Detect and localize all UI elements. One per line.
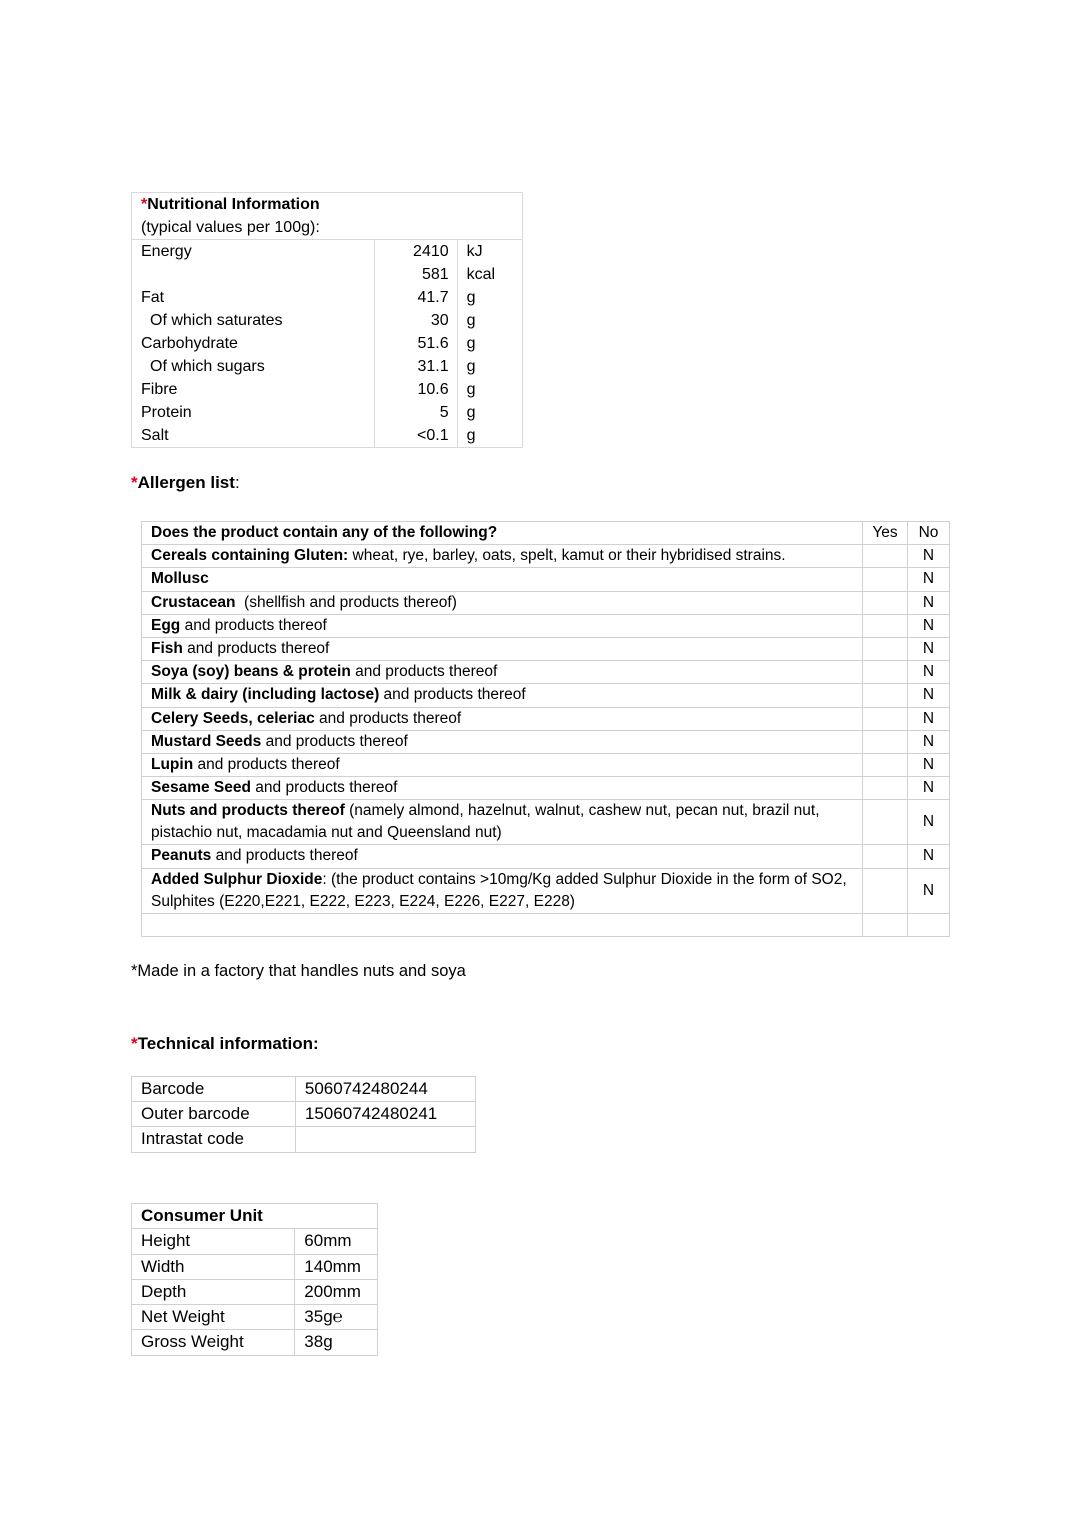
allergen-yes-cell bbox=[863, 777, 908, 800]
consumer-unit-title: Consumer Unit bbox=[132, 1204, 378, 1229]
allergen-item bbox=[142, 591, 863, 614]
technical-label: Barcode bbox=[132, 1077, 296, 1102]
nutrient-label: Energy bbox=[132, 240, 375, 264]
unit-label: Gross Weight bbox=[132, 1330, 295, 1355]
technical-label: Outer barcode bbox=[132, 1102, 296, 1127]
allergen-item bbox=[142, 545, 863, 568]
consumer-unit-row bbox=[132, 1229, 378, 1254]
allergen-row bbox=[142, 777, 950, 800]
nutrient-unit: g bbox=[457, 309, 522, 332]
nutrient-value: 10.6 bbox=[375, 378, 457, 401]
allergen-heading bbox=[131, 473, 240, 493]
technical-heading-star: * bbox=[131, 1034, 138, 1053]
allergen-name: Mollusc bbox=[151, 570, 209, 588]
unit-value: 200mm bbox=[295, 1279, 378, 1304]
allergen-table bbox=[141, 521, 950, 937]
allergen-name: Mustard Seeds bbox=[151, 732, 262, 750]
nutrition-row bbox=[132, 401, 523, 424]
allergen-empty-row bbox=[142, 913, 950, 936]
nutrient-unit: g bbox=[457, 378, 522, 401]
nutrient-label: Salt bbox=[132, 424, 375, 448]
nutrition-subtitle: (typical values per 100g): bbox=[132, 217, 523, 240]
allergen-row bbox=[142, 707, 950, 730]
allergen-yes-cell bbox=[863, 568, 908, 591]
allergen-row bbox=[142, 800, 950, 845]
allergen-item bbox=[142, 684, 863, 707]
allergen-name: Crustacean bbox=[151, 593, 236, 611]
unit-value: 35g℮ bbox=[295, 1305, 378, 1330]
allergen-name: Egg bbox=[151, 616, 181, 634]
unit-label: Net Weight bbox=[132, 1305, 295, 1330]
allergen-detail: and products thereof bbox=[379, 686, 526, 704]
consumer-unit-row bbox=[132, 1330, 378, 1355]
allergen-no-cell: N bbox=[908, 754, 950, 777]
consumer-unit-row bbox=[132, 1254, 378, 1279]
allergen-row bbox=[142, 545, 950, 568]
allergen-item bbox=[142, 661, 863, 684]
nutrient-unit: g bbox=[457, 355, 522, 378]
allergen-name: Soya (soy) beans & protein bbox=[151, 663, 351, 681]
nutrient-label bbox=[132, 263, 375, 286]
allergen-yes-cell bbox=[863, 591, 908, 614]
allergen-item bbox=[142, 777, 863, 800]
technical-value: 15060742480241 bbox=[295, 1102, 475, 1127]
allergen-no-cell bbox=[908, 913, 950, 936]
unit-label: Depth bbox=[132, 1279, 295, 1304]
allergen-detail: and products thereof bbox=[182, 640, 330, 658]
allergen-detail: and products thereof bbox=[180, 616, 327, 634]
allergen-no-cell: N bbox=[908, 568, 950, 591]
allergen-item bbox=[142, 754, 863, 777]
allergen-detail: (namely almond, hazelnut, walnut, cashew nut, pecan nut, brazil nut, pistachio nut, macadamia nut and Queensland nut) bbox=[151, 802, 820, 842]
nutrient-value: 581 bbox=[375, 263, 457, 286]
allergen-no-cell: N bbox=[908, 707, 950, 730]
allergen-row bbox=[142, 638, 950, 661]
unit-label: Height bbox=[132, 1229, 295, 1254]
allergen-heading-text: Allergen list bbox=[137, 473, 235, 492]
allergen-header-row bbox=[142, 522, 950, 545]
technical-heading bbox=[131, 1034, 319, 1054]
nutrient-value: 5 bbox=[375, 401, 457, 424]
allergen-row bbox=[142, 684, 950, 707]
allergen-no-cell: N bbox=[908, 661, 950, 684]
nutrient-label: Carbohydrate bbox=[132, 332, 375, 355]
allergen-detail: and products thereof bbox=[193, 756, 340, 774]
nutrient-value: 31.1 bbox=[375, 355, 457, 378]
allergen-no-cell: N bbox=[908, 684, 950, 707]
nutrition-table bbox=[131, 192, 523, 448]
allergen-detail: and products thereof bbox=[250, 779, 398, 797]
allergen-no-cell: N bbox=[908, 800, 950, 845]
allergen-question-header: Does the product contain any of the following? bbox=[142, 522, 863, 545]
nutrient-label: Protein bbox=[132, 401, 375, 424]
allergen-name: Cereals containing Gluten: bbox=[151, 547, 349, 565]
allergen-name: Peanuts bbox=[151, 847, 212, 865]
allergen-row bbox=[142, 568, 950, 591]
allergen-name: Lupin bbox=[151, 756, 194, 774]
allergen-detail: and products thereof bbox=[314, 709, 462, 727]
allergen-yes-cell bbox=[863, 845, 908, 868]
allergen-row bbox=[142, 754, 950, 777]
nutrition-row bbox=[132, 355, 523, 378]
allergen-detail: : (the product contains >10mg/Kg added Sulphur Dioxide in the form of SO2, Sulphites (E220,E221, E222, E223, E224, E226, E227, E228) bbox=[151, 870, 847, 910]
allergen-yes-cell bbox=[863, 684, 908, 707]
technical-value bbox=[295, 1127, 475, 1152]
nutrition-row bbox=[132, 240, 523, 264]
nutrient-value: 30 bbox=[375, 309, 457, 332]
nutrition-title-row bbox=[132, 193, 523, 218]
allergen-name: Sesame Seed bbox=[151, 779, 251, 797]
allergen-row bbox=[142, 868, 950, 913]
nutrition-row bbox=[132, 424, 523, 448]
allergen-item bbox=[142, 614, 863, 637]
allergen-item bbox=[142, 868, 863, 913]
unit-label: Width bbox=[132, 1254, 295, 1279]
nutrient-label: Of which saturates bbox=[132, 309, 375, 332]
unit-value: 60mm bbox=[295, 1229, 378, 1254]
nutrient-value: 41.7 bbox=[375, 286, 457, 309]
allergen-heading-star: * bbox=[131, 473, 138, 492]
allergen-yes-cell bbox=[863, 638, 908, 661]
technical-row bbox=[132, 1127, 476, 1152]
allergen-no-cell: N bbox=[908, 845, 950, 868]
nutrient-value: <0.1 bbox=[375, 424, 457, 448]
consumer-unit-row bbox=[132, 1279, 378, 1304]
allergen-detail: wheat, rye, barley, oats, spelt, kamut or their hybridised strains. bbox=[348, 547, 786, 565]
allergen-item bbox=[142, 707, 863, 730]
nutrient-unit: kcal bbox=[457, 263, 522, 286]
nutrient-unit: g bbox=[457, 424, 522, 448]
allergen-yes-cell bbox=[863, 707, 908, 730]
allergen-row bbox=[142, 730, 950, 753]
technical-row bbox=[132, 1077, 476, 1102]
unit-value: 140mm bbox=[295, 1254, 378, 1279]
allergen-detail: (shellfish and products thereof) bbox=[235, 593, 457, 611]
yes-column-header: Yes bbox=[863, 522, 908, 545]
allergen-no-cell: N bbox=[908, 614, 950, 637]
allergen-item bbox=[142, 730, 863, 753]
nutrient-label: Fat bbox=[132, 286, 375, 309]
allergen-detail: and products thereof bbox=[211, 847, 358, 865]
nutrition-title-cell bbox=[132, 193, 523, 218]
consumer-unit-table bbox=[131, 1203, 378, 1356]
allergen-name: Milk & dairy (including lactose) bbox=[151, 686, 380, 704]
nutrition-subtitle-row bbox=[132, 217, 523, 240]
allergen-yes-cell bbox=[863, 614, 908, 637]
allergen-detail: and products thereof bbox=[350, 663, 498, 681]
technical-label: Intrastat code bbox=[132, 1127, 296, 1152]
allergen-name: Fish bbox=[151, 640, 183, 658]
allergen-row bbox=[142, 845, 950, 868]
allergen-yes-cell bbox=[863, 868, 908, 913]
allergen-no-cell: N bbox=[908, 868, 950, 913]
nutrition-title-star: * bbox=[141, 196, 148, 213]
factory-note: *Made in a factory that handles nuts and soya bbox=[131, 962, 466, 980]
nutrient-unit: g bbox=[457, 286, 522, 309]
allergen-yes-cell bbox=[863, 661, 908, 684]
nutrient-label: Fibre bbox=[132, 378, 375, 401]
allergen-name: Nuts and products thereof bbox=[151, 802, 345, 820]
allergen-yes-cell bbox=[863, 913, 908, 936]
nutrient-value: 51.6 bbox=[375, 332, 457, 355]
allergen-name: Celery Seeds, celeriac bbox=[151, 709, 315, 727]
allergen-yes-cell bbox=[863, 754, 908, 777]
allergen-item bbox=[142, 800, 863, 845]
allergen-no-cell: N bbox=[908, 730, 950, 753]
nutrient-unit: g bbox=[457, 401, 522, 424]
unit-value: 38g bbox=[295, 1330, 378, 1355]
allergen-no-cell: N bbox=[908, 545, 950, 568]
technical-row bbox=[132, 1102, 476, 1127]
technical-heading-text: Technical information: bbox=[137, 1034, 319, 1053]
allergen-heading-colon: : bbox=[234, 473, 240, 492]
allergen-item bbox=[142, 568, 863, 591]
nutrition-row bbox=[132, 378, 523, 401]
allergen-yes-cell bbox=[863, 730, 908, 753]
allergen-name: Added Sulphur Dioxide bbox=[151, 870, 323, 888]
allergen-item bbox=[142, 638, 863, 661]
allergen-no-cell: N bbox=[908, 591, 950, 614]
nutrient-value: 2410 bbox=[375, 240, 457, 264]
technical-table bbox=[131, 1076, 476, 1153]
allergen-yes-cell bbox=[863, 545, 908, 568]
nutrition-row bbox=[132, 263, 523, 286]
nutrition-row bbox=[132, 332, 523, 355]
allergen-row bbox=[142, 661, 950, 684]
technical-value: 5060742480244 bbox=[295, 1077, 475, 1102]
allergen-item bbox=[142, 845, 863, 868]
nutrient-unit: g bbox=[457, 332, 522, 355]
allergen-yes-cell bbox=[863, 800, 908, 845]
allergen-no-cell: N bbox=[908, 638, 950, 661]
nutrition-row bbox=[132, 309, 523, 332]
allergen-row bbox=[142, 591, 950, 614]
no-column-header: No bbox=[908, 522, 950, 545]
consumer-unit-row bbox=[132, 1305, 378, 1330]
nutrition-row bbox=[132, 286, 523, 309]
allergen-detail: and products thereof bbox=[261, 732, 408, 750]
allergen-no-cell: N bbox=[908, 777, 950, 800]
allergen-row bbox=[142, 614, 950, 637]
nutrient-unit: kJ bbox=[457, 240, 522, 264]
nutrition-title: Nutritional Information bbox=[147, 196, 320, 213]
nutrient-label: Of which sugars bbox=[132, 355, 375, 378]
consumer-unit-title-row bbox=[132, 1204, 378, 1229]
allergen-item bbox=[142, 913, 863, 936]
